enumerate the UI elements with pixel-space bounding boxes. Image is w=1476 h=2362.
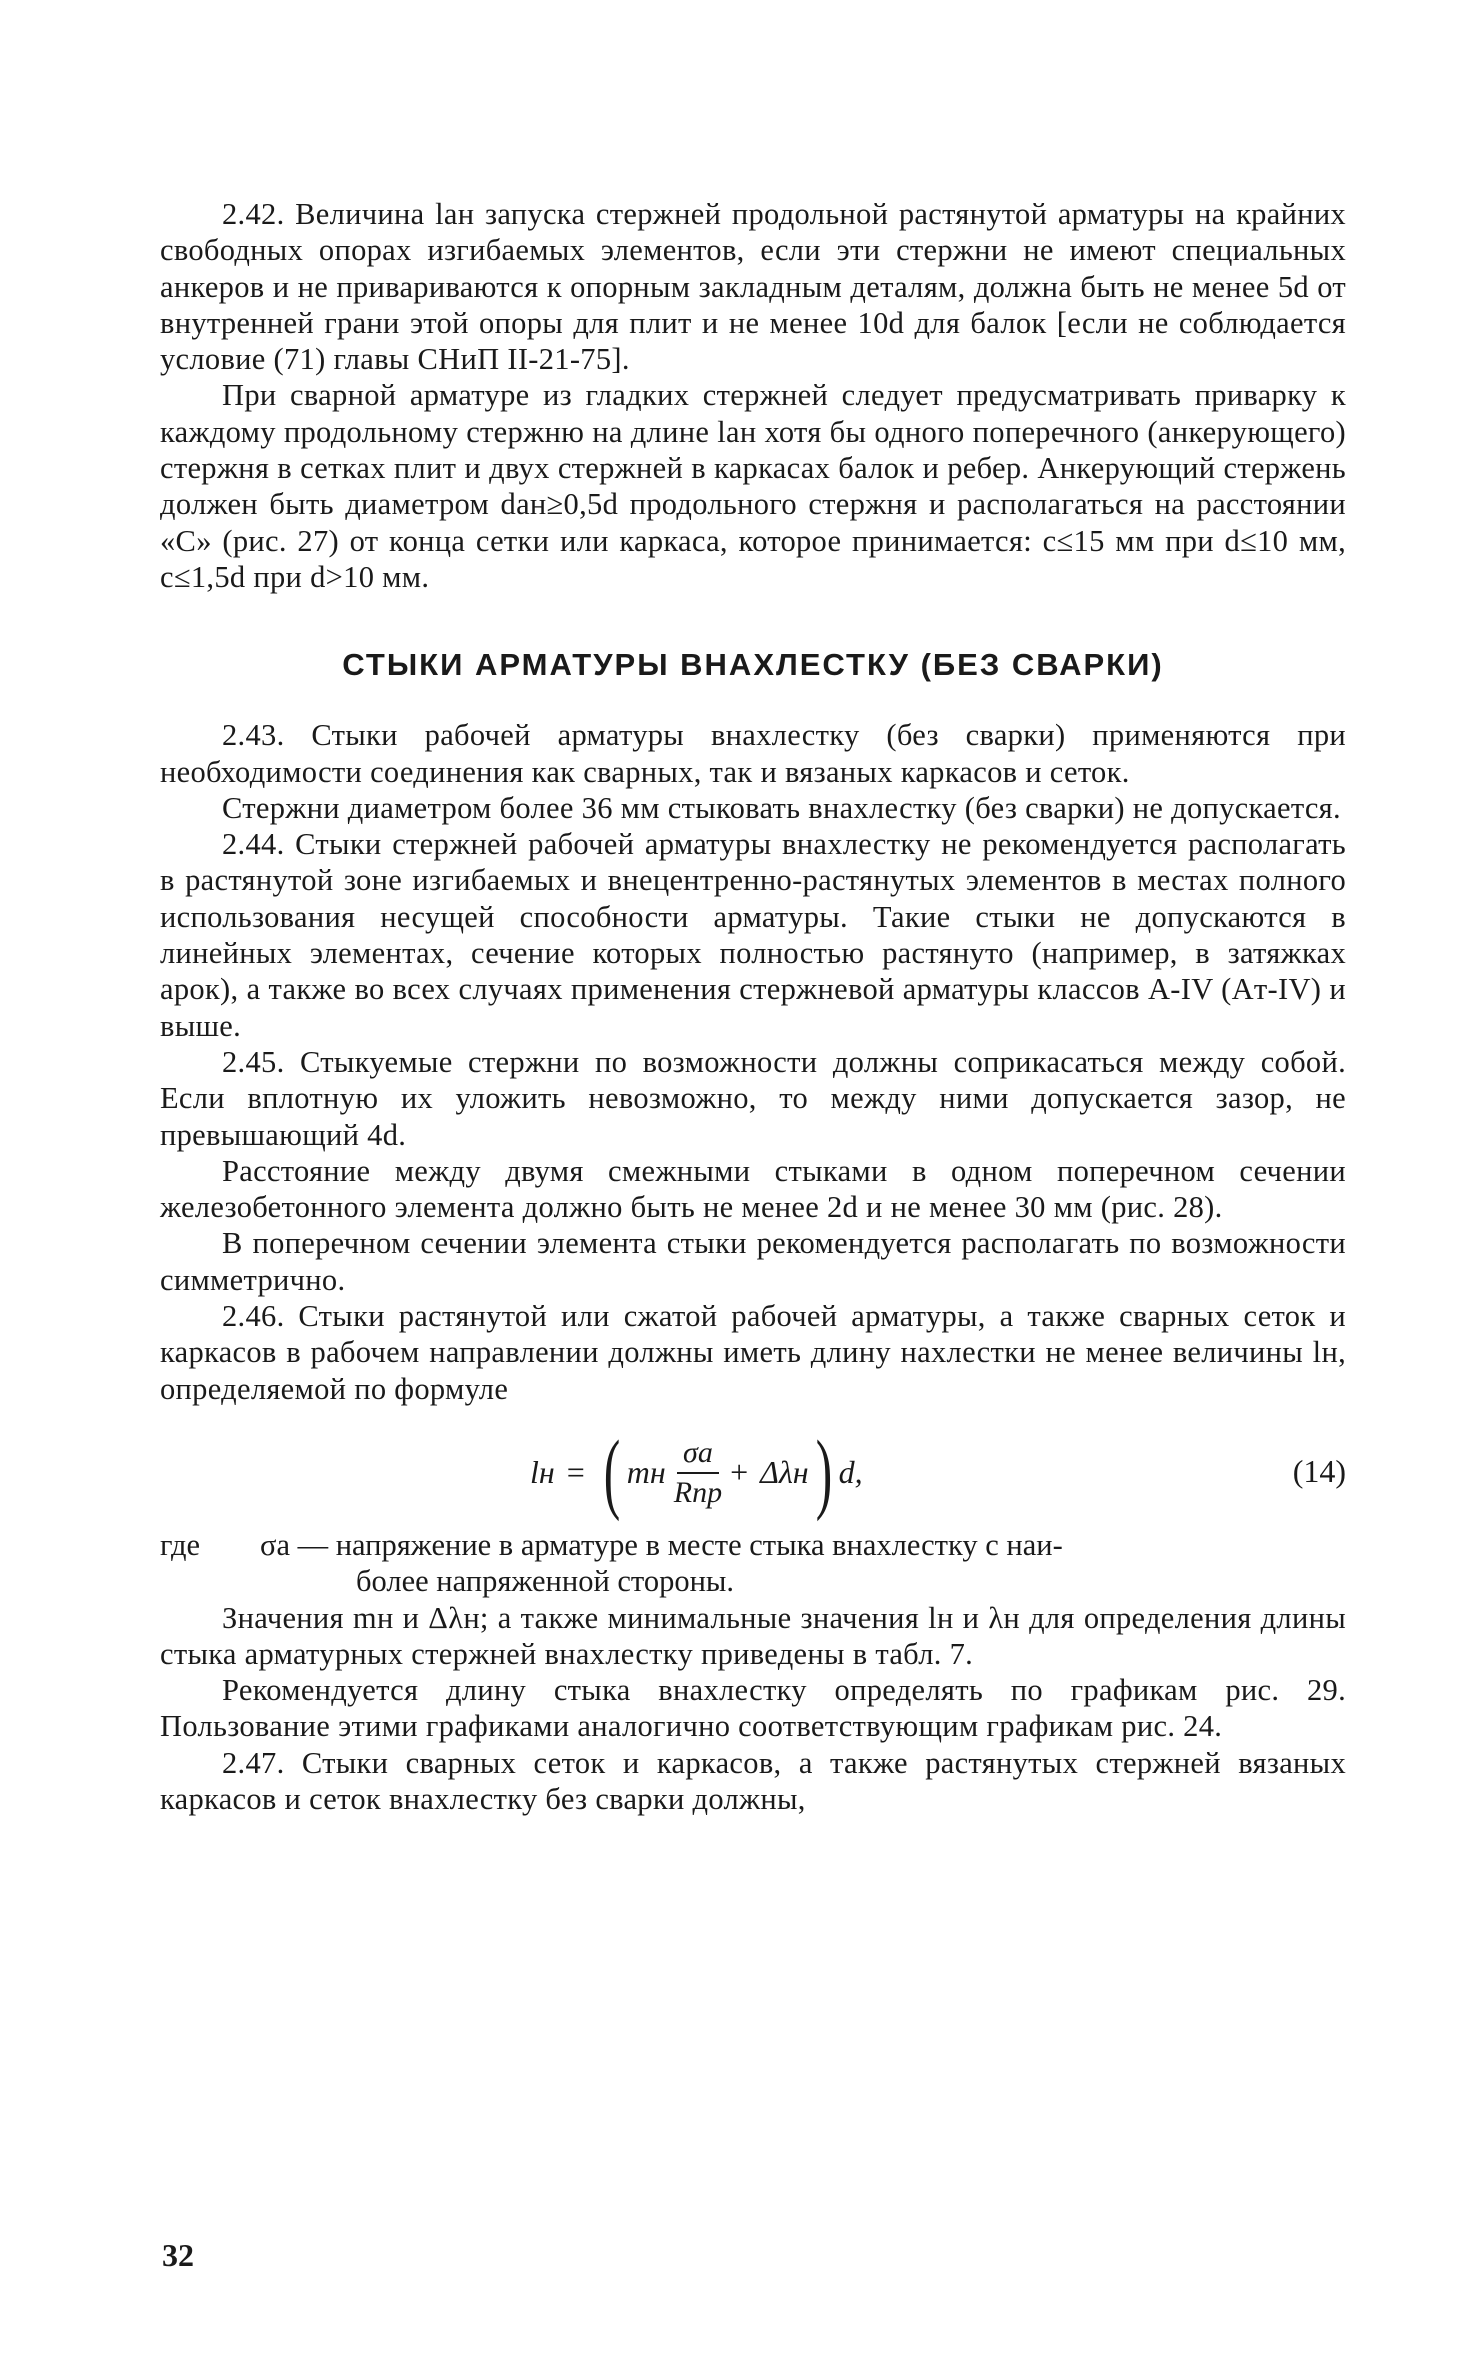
paragraph-bar-diameter: Стержни диаметром более 36 мм стыковать внахлестку (без сварки) не допускается. xyxy=(222,790,1341,825)
paragraph-joint-distance: Расстояние между двумя смежными стыками в одном поперечном сечении железобетонного элемента должно быть не менее 2d и не менее 30 мм (рис. 28). xyxy=(160,1153,1346,1225)
paragraph-2-46: 2.46. Стыки растянутой или сжатой рабочей арматуры, а также сварных сеток и каркасов в рабочем направлении должны иметь длину нахлестки не менее величины lн, определяемой по формуле xyxy=(160,1299,1346,1406)
page-body xyxy=(160,196,1346,1817)
formula-numerator: σа xyxy=(677,1436,719,1474)
formula-denominator: Rпр xyxy=(673,1475,723,1509)
paragraph-2-43: 2.43. Стыки рабочей арматуры внахлестку (без сварки) применяются при необходимости соединения как сварных, так и вязаных каркасов и сеток. xyxy=(160,718,1346,789)
formula-d: d, xyxy=(838,1454,863,1491)
formula-expression xyxy=(530,1422,863,1522)
paragraph-welded-reinforcement: При сварной арматуре из гладких стержней следует предусматривать приварку к каждому продольному стержню на длине lан хотя бы одного поперечного (анкерующего) стержня в сетках плит и двух стержней в каркасах балок и ребер. Анкерующий стержень должен быть диаметром dан≥0,5d продольного стержня и располагаться на расстоянии «C» (рис. 27) от конца сетки или каркаса, которое принимается: c≤15 мм при d≤10 мм, c≤1,5d при d>10 мм. xyxy=(160,378,1346,594)
formula-right-paren: ) xyxy=(815,1422,832,1522)
paragraph-2-44: 2.44. Стыки стержней рабочей арматуры внахлестку не рекомендуется располагать в растянутой зоне изгибаемых и внецентренно-растянутых элементов в местах полного использования несущей способности арматуры. Такие стыки не допускаются в линейных элементах, сечение которых полностью растянуто (например, в затяжках арок), а также во всех случаях применения стержневой арматуры классов A-IV (Aт-IV) и выше. xyxy=(160,827,1346,1043)
formula-lhs: lн xyxy=(530,1454,555,1491)
formula-fraction xyxy=(674,1436,722,1510)
formula-number: (14) xyxy=(1292,1452,1346,1489)
section-heading: СТЫКИ АРМАТУРЫ ВНАХЛЕСТКУ (БЕЗ СВАРКИ) xyxy=(342,647,1164,683)
page-number: 32 xyxy=(162,2237,194,2273)
formula-plus: + xyxy=(730,1454,749,1491)
where-line-2: более напряженной стороны. xyxy=(356,1564,735,1599)
paragraph-2-47: 2.47. Стыки сварных сеток и каркасов, а также растянутых стержней вязаных каркасов и сеток внахлестку без сварки должны, xyxy=(160,1745,1346,1816)
where-block xyxy=(160,1527,1346,1600)
where-word: где xyxy=(160,1527,201,1562)
where-line-1: σа — напряжение в арматуре в месте стыка внахлестку с наи- xyxy=(260,1527,1063,1562)
formula-14 xyxy=(160,1417,1346,1525)
formula-left-paren: ( xyxy=(603,1422,621,1522)
paragraph-2-45: 2.45. Стыкуемые стержни по возможности должны соприкасаться между собой. Если вплотную их уложить невозможно, то между ними допускается зазор, не превышающий 4d. xyxy=(160,1044,1346,1152)
paragraph-symmetry: В поперечном сечении элемента стыки рекомендуется располагать по возможности симметрично. xyxy=(160,1226,1346,1297)
formula-equals: = xyxy=(566,1454,585,1491)
formula-delta-lambda: Δλн xyxy=(760,1454,809,1491)
paragraph-values-table: Значения mн и Δλн; а также минимальные значения lн и λн для определения длины стыка арматурных стержней внахлестку приведены в табл. 7. xyxy=(160,1600,1346,1671)
paragraph-graphs: Рекомендуется длину стыка внахлестку определять по графикам рис. 29. Пользование этими графиками аналогично соответствующим графикам рис. 24. xyxy=(160,1673,1346,1744)
formula-m-coefficient: mн xyxy=(626,1454,666,1491)
paragraph-2-42: 2.42. Величина lан запуска стержней продольной растянутой арматуры на крайних свободных опорах изгибаемых элементов, если эти стержни не имеют специальных анкеров и не привариваются к опорным закладным деталям, должна быть не менее 5d от внутренней грани этой опоры для плит и не менее 10d для балок [если не соблюдается условие (71) главы СНиП II-21-75]. xyxy=(160,197,1346,377)
where-definition xyxy=(260,1527,1346,1600)
